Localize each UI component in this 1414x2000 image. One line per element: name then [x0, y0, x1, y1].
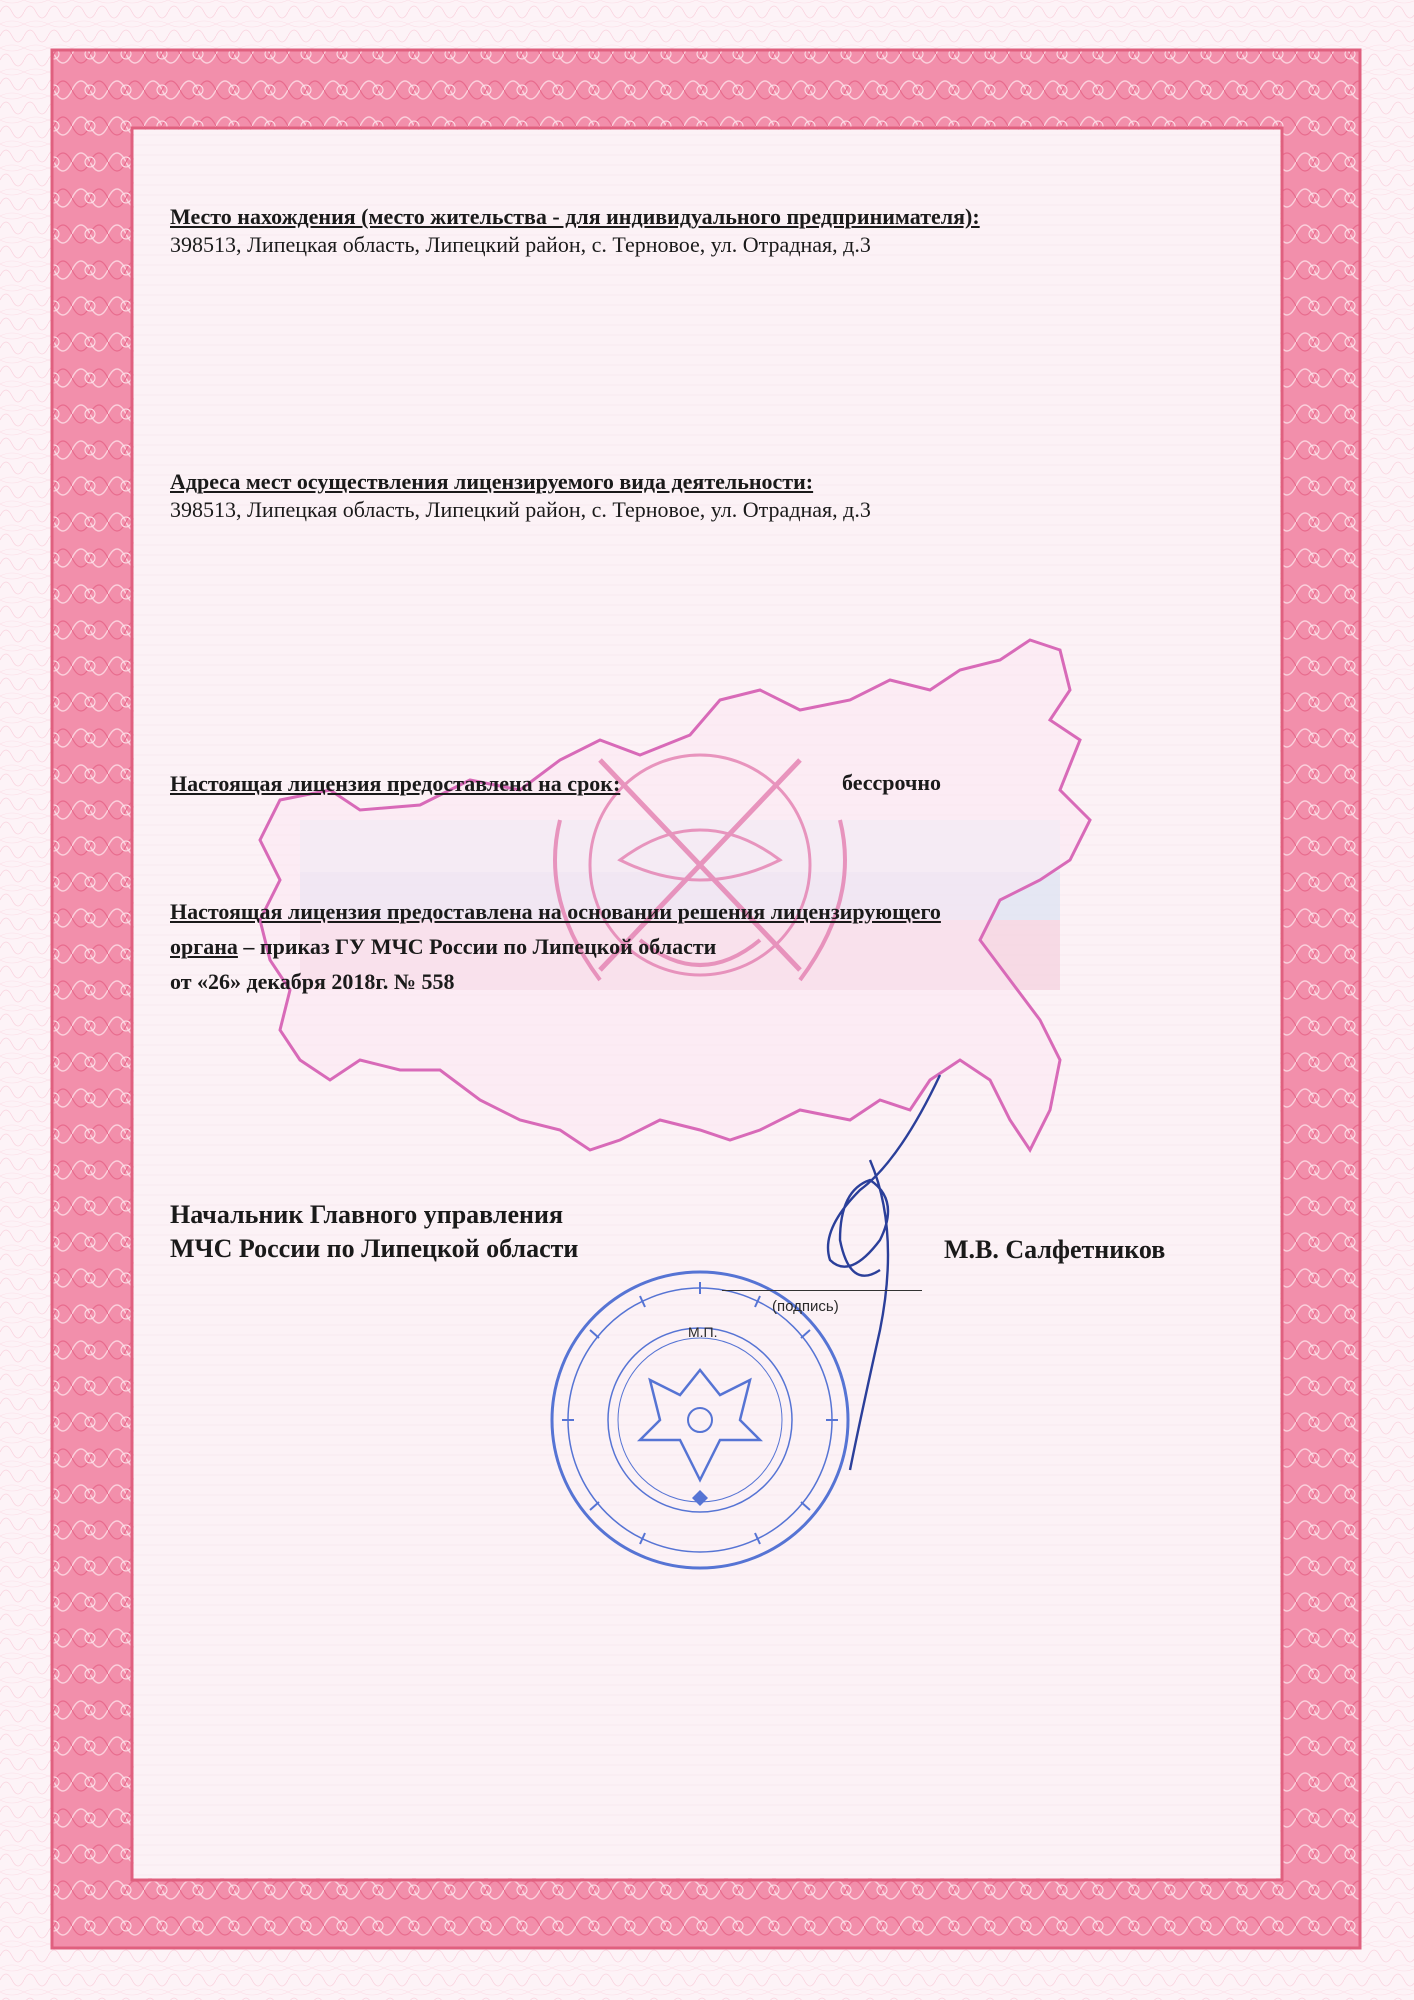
- term-section: [170, 770, 1070, 798]
- seal-caption: М.П.: [688, 1324, 718, 1340]
- basis-date: от «26» декабря 2018г. № 558: [170, 969, 455, 994]
- term-value: бессрочно: [842, 770, 942, 795]
- signer-name: М.В. Салфетников: [944, 1235, 1166, 1264]
- signer-title: [170, 1198, 578, 1266]
- basis-section: [170, 898, 1200, 1003]
- basis-organ-word: органа: [170, 934, 238, 959]
- signature-caption: (подпись): [772, 1298, 839, 1315]
- basis-line2: [170, 933, 1200, 961]
- location-value: 398513, Липецкая область, Липецкий район, с. Терновое, ул. Отрадная, д.3: [170, 232, 871, 257]
- activity-label: Адреса мест осуществления лицензируемого вида деятельности:: [170, 469, 814, 494]
- signature-line: [722, 1290, 922, 1291]
- signer-title-line1: Начальник Главного управления: [170, 1200, 564, 1229]
- term-label: Настоящая лицензия предоставлена на срок:: [170, 771, 621, 796]
- activity-address-section: [170, 468, 871, 524]
- basis-order: – приказ ГУ МЧС России по Липецкой области: [237, 934, 717, 959]
- basis-line1: Настоящая лицензия предоставлена на основании решения лицензирующего: [170, 899, 941, 924]
- location-section: [170, 203, 980, 259]
- activity-value: 398513, Липецкая область, Липецкий район, с. Терновое, ул. Отрадная, д.3: [170, 497, 871, 522]
- location-label: Место нахождения (место жительства - для индивидуального предпринимателя):: [170, 204, 980, 229]
- signer-title-line2: МЧС России по Липецкой области: [170, 1234, 579, 1263]
